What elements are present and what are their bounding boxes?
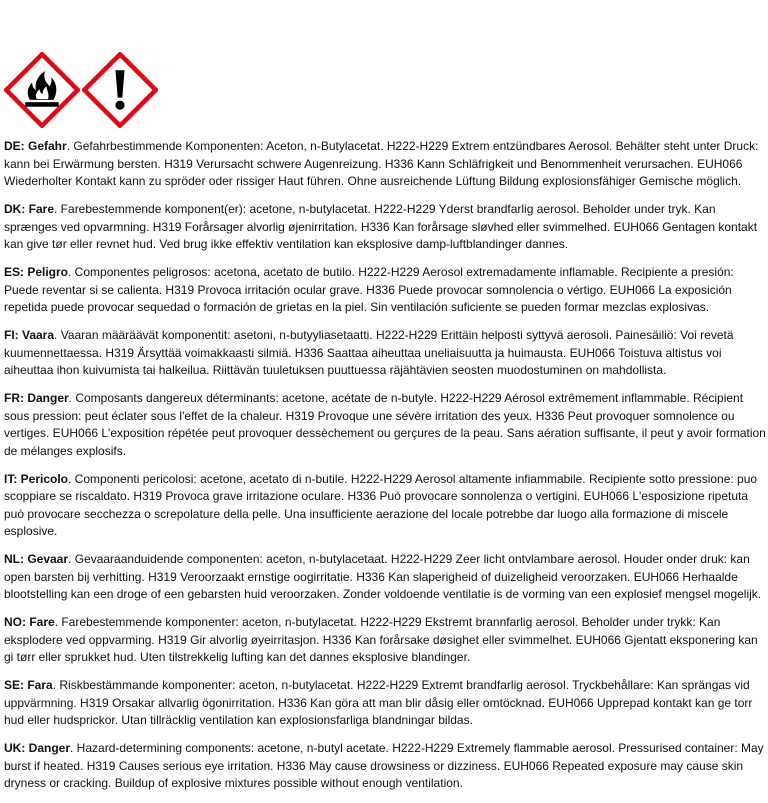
signal-word-dk: DK: Fare xyxy=(4,202,55,216)
warning-text-es: . Componentes peligrosos: acetona, acetato de butilo. H222-H229 Aerosol extremadamente inflamable. Recipiente a presión: Puede reventar si se calienta. H319 Provoca irritación ocular grave. H336 Puede provocar somnolencia o vértigo. EUH066 La exposición repetida puede provocar sequedad o formación de grietas en la piel. Sin ventilación suficiente se pueden formar mezclas explosivas. xyxy=(4,265,734,314)
exclamation-mark-icon xyxy=(82,52,158,128)
warning-nl xyxy=(4,551,768,604)
warning-it xyxy=(4,471,768,541)
signal-word-es: ES: Peligro xyxy=(4,265,69,279)
warning-uk xyxy=(4,740,768,793)
warning-text-fi: . Vaaran määräävät komponentit: asetoni, n-butyyliasetaatti. H222-H229 Erittäin helposti syttyvä aerosoli. Painesäiliö: Voi revetä kuumennettaessa. H319 Ärsyttää voimakkaasti silmiä. H336 Saattaa aiheuttaa uneliaisuutta ja huimausta. EUH066 Toistuva altistus voi aiheuttaa ihon kuivumista tai halkeilua. Riittävän tuuletuksen puuttuessa räjähtävien seosten muodostuminen on mahdollista. xyxy=(4,328,734,377)
warning-text-it: . Componenti pericolosi: acetone, acetato di n-butile. H222-H229 Aerosol altamente infiammabile. Recipiente sotto pressione: puo scoppiare se riscaldato. H319 Provoca grave irritazione oculare. H336 Può provocare sonnolenza o vertigini. EUH066 L'esposizione ripetuta può provocare secchezza o screpolature della pelle. Una insufficiente aerazione del locale potrebbe dar luogo alla formazione di miscele esplosive. xyxy=(4,471,758,538)
warning-no xyxy=(4,614,768,667)
warning-text-no: . Farebestemmende komponenter: aceton, n-butylacetat. H222-H229 Ekstremt brannfarlig aerosol. Beholder under trykk: Kan eksplodere ved oppvarming. H319 Gir alvorlig øyeirritasjon. H336 Kan forårsake døsighet eller svimmelhet. EUH066 Gjentatt eksponering kan gi tørr eller sprukket hud. Uten tilstrekkelig lufting kan det dannes eksplosive blandinger. xyxy=(4,615,758,664)
warning-text-fr: . Composants dangereux déterminants: acetone, acétate de n-butyle. H222-H229 Aérosol extrêmement inflammable. Récipient sous pression: peut éclater sous l'effet de la chaleur. H319 Provoque une sévère irritation des yeux. H336 Peut provoquer somnolence ou vertiges. EUH066 L'exposition répétée peut provoquer dessèchement ou gerçures de la peau. Sans aération suffisante, il peut y avoir formation de mélanges explosifs. xyxy=(4,391,766,458)
signal-word-it: IT: Pericolo xyxy=(4,471,69,486)
signal-word-fr: FR: Danger xyxy=(4,391,69,405)
warning-text-dk: . Farebestemmende komponent(er): acetone, n-butylacetat. H222-H229 Yderst brandfarlig aerosol. Beholder under tryk. Kan sprænges ved opvarmning. H319 Forårsager alvorlig øjenirritation. H336 Kan forårsage sløvhed eller svimmelhed. EUH066 Gentagen kontakt kan give tør eller revnet hud. Ved brug ikke effektiv ventilation kan eksplosive damp-luftblandinger dannes. xyxy=(4,202,758,251)
flammable-icon xyxy=(4,52,80,128)
hazard-warnings xyxy=(4,138,768,803)
warning-fr xyxy=(4,390,768,460)
signal-word-fi: FI: Vaara xyxy=(4,328,55,342)
signal-word-nl: NL: Gevaar xyxy=(4,552,69,566)
signal-word-de: DE: Gefahr xyxy=(4,139,67,153)
signal-word-se: SE: Fara xyxy=(4,678,53,692)
warning-text-uk: . Hazard-determining components: acetone, n-butyl acetate. H222-H229 Extremely flammable aerosol. Pressurised container: May burst if heated. H319 Causes serious eye irritation. H336 May cause drowsiness or dizziness. EUH066 Repeated exposure may cause skin dryness or cracking. Buildup of explosive mixtures possible without enough ventilation. xyxy=(4,741,764,790)
warning-text-de: . Gefahrbestimmende Komponenten: Aceton, n-Butylacetat. H222-H229 Extrem entzündbares Aerosol. Behälter steht unter Druck: kann bei Erwärmung bersten. H319 Verursacht schwere Augenreizung. H336 Kann Schläfrigkeit und Benommenheit verursachen. EUH066 Wiederholter Kontakt kann zu spröder oder rissiger Haut führen. Ohne ausreichende Lüftung Bildung explosionsfähiger Gemische möglich. xyxy=(4,139,759,188)
warning-fi xyxy=(4,327,768,380)
hazard-pictograms xyxy=(4,52,158,128)
signal-word-uk: UK: Danger xyxy=(4,741,71,755)
warning-de xyxy=(4,138,768,191)
warning-se xyxy=(4,677,768,730)
warning-text-nl: . Gevaaraanduidende componenten: aceton, n-butylacetaat. H222-H229 Zeer licht ontvlambare aerosol. Houder onder druk: kan open barsten bij verhitting. H319 Veroorzaakt ernstige oogirritatie. H336 Kan slaperigheid of duizeligheid veroorzaken. EUH066 Herhaalde blootstelling kan een droge of een gebarsten huid veroorzaken. Zonder voldoende ventilatie is de vorming van een explosief mengsel mogelijk. xyxy=(4,552,762,601)
warning-text-se: . Riskbestämmande komponenter: aceton, n-butylacetat. H222-H229 Extremt brandfarlig aerosol. Tryckbehållare: Kan sprängas vid uppvärmning. H319 Orsakar allvarlig ögonirritation. H336 Kan göra att man blir dåsig eller omtöcknad. EUH066 Upprepad kontakt kan ge torr hud eller hudsprickor. Utan tillräcklig ventilation kan explosionsfarliga blandningar bildas. xyxy=(4,678,753,727)
warning-es xyxy=(4,264,768,317)
warning-dk xyxy=(4,201,768,254)
signal-word-no: NO: Fare xyxy=(4,615,55,629)
